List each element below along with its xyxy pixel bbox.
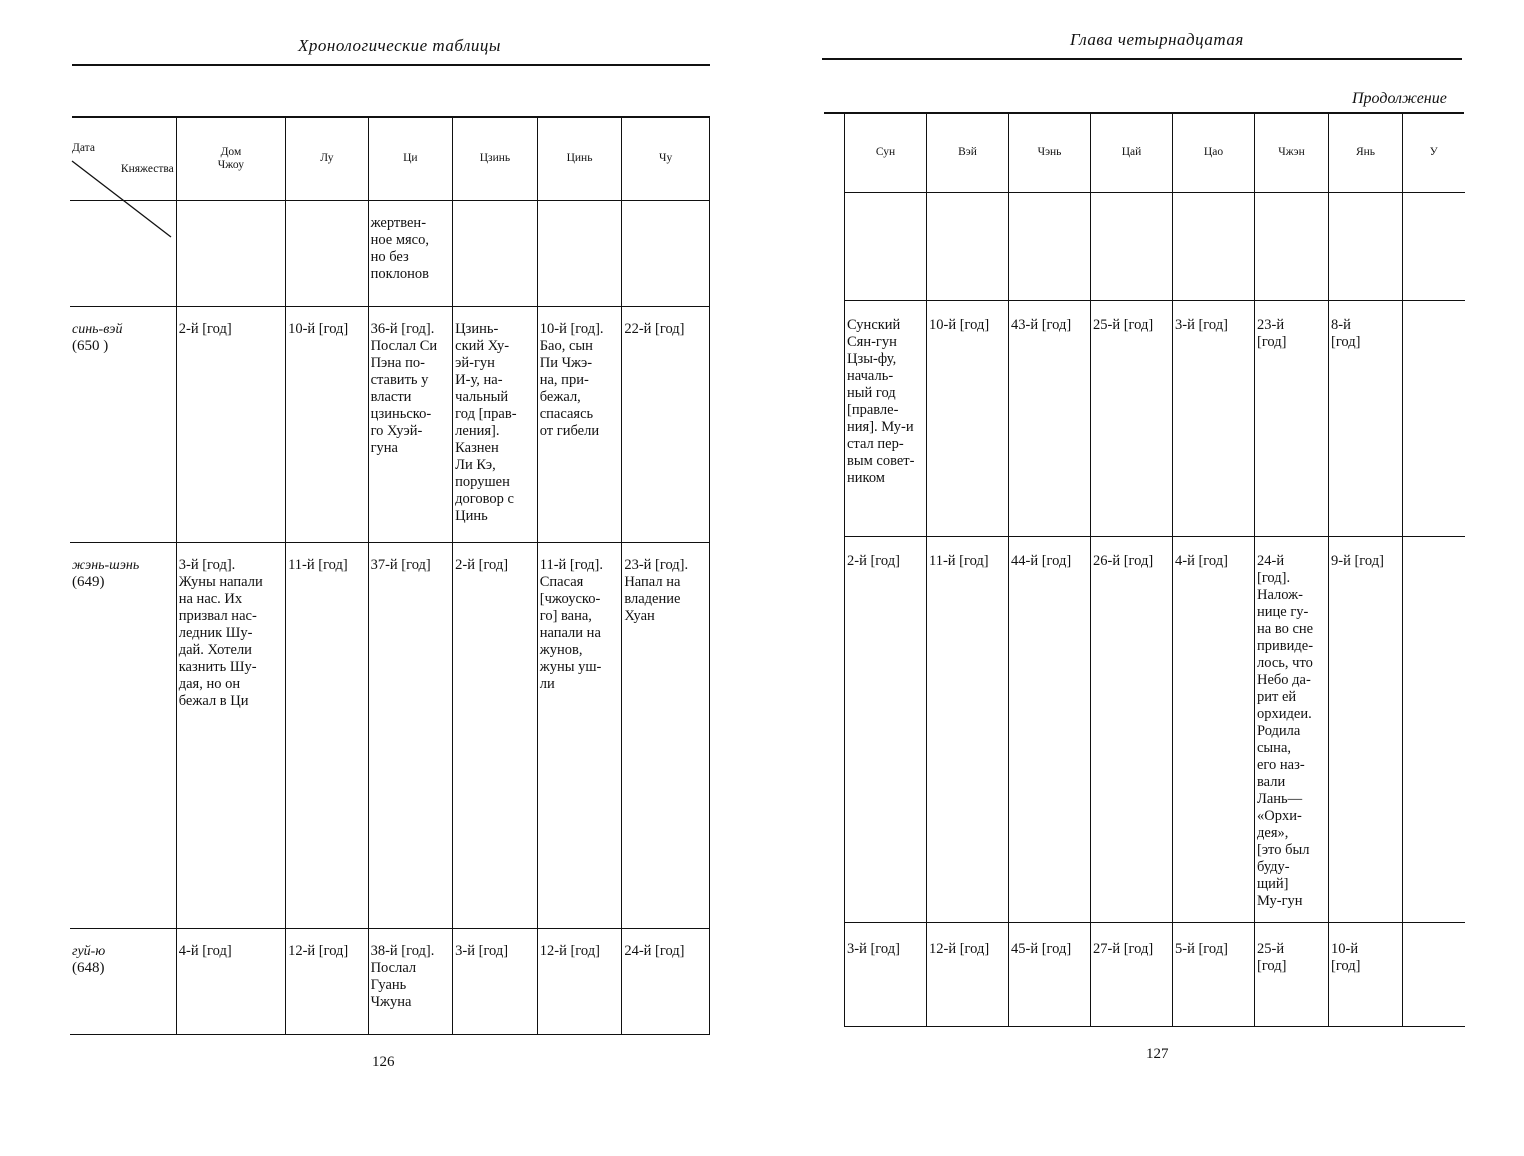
table-cell: 3-й [год] <box>1173 300 1255 536</box>
table-cell <box>1091 192 1173 300</box>
table-row <box>845 536 1465 922</box>
table-row <box>70 928 710 1034</box>
table-cell: 2-й [год] <box>845 536 927 922</box>
column-header-chu: Чу <box>622 118 710 200</box>
table-row <box>845 192 1465 300</box>
table-cell: 3-й [год] <box>453 928 538 1034</box>
table-cell: 27-й [год] <box>1091 922 1173 1026</box>
table-cell: Сунский Сян-гун Цзы-фу, началь- ный год [правле- ния]. Му-и стал пер- вым совет- ником <box>845 300 927 536</box>
table-cell: 36-й [год]. Послал Си Пэна по- ставить у власти цзиньско- го Хуэй- гуна <box>368 306 453 542</box>
column-header-song: Сун <box>845 114 927 192</box>
corner-header <box>70 118 176 200</box>
table-row <box>845 300 1465 536</box>
table-cell: 8-й [год] <box>1329 300 1403 536</box>
table-cell: 23-й [год]. Напал на владение Хуан <box>622 542 710 928</box>
table-cell <box>845 192 927 300</box>
table-cell <box>622 200 710 306</box>
table-cell <box>537 200 622 306</box>
table-cell: 44-й [год] <box>1009 536 1091 922</box>
table-cell <box>1009 192 1091 300</box>
table-cell: 25-й [год] <box>1091 300 1173 536</box>
column-header-wei: Вэй <box>927 114 1009 192</box>
column-header-cai: Цай <box>1091 114 1173 192</box>
table-cell: 23-й [год] <box>1255 300 1329 536</box>
table-cell: 3-й [год]. Жуны напали на нас. Их призвал нас- ледник Шу- дай. Хотели казнить Шу- дая, но он бежал в Ци <box>176 542 285 928</box>
table-cell: 12-й [год] <box>537 928 622 1034</box>
table-cell: 37-й [год] <box>368 542 453 928</box>
chronology-table-continued <box>844 114 1465 1027</box>
table-row <box>70 306 710 542</box>
table-cell <box>1403 192 1465 300</box>
corner-label-date: Дата <box>72 141 95 154</box>
table-cell: 22-й [год] <box>622 306 710 542</box>
column-header-jin: Цзинь <box>453 118 538 200</box>
column-header-qin: Цинь <box>537 118 622 200</box>
table-cell <box>1403 536 1465 922</box>
table-cell: 10-й [год] <box>927 300 1009 536</box>
table-cell: 10-й [год] <box>1329 922 1403 1026</box>
date-cell <box>70 306 176 542</box>
table-cell: 12-й [год] <box>927 922 1009 1026</box>
table-cell: 43-й [год] <box>1009 300 1091 536</box>
table-cell <box>1403 300 1465 536</box>
running-head: Хронологические таблицы <box>298 36 501 55</box>
date-cell <box>70 928 176 1034</box>
table-cell: Цзинь- ский Ху- эй-гун И-у, на- чальный год [прав- ления]. Казнен Ли Кэ, порушен договор с Цинь <box>453 306 538 542</box>
table-row <box>845 922 1465 1026</box>
column-header-zhou: Дом Чжоу <box>176 118 285 200</box>
table-cell: 2-й [год] <box>453 542 538 928</box>
date-cell <box>70 542 176 928</box>
column-header-chen: Чэнь <box>1009 114 1091 192</box>
table-cell: 2-й [год] <box>176 306 285 542</box>
table-cell: 11-й [год] <box>927 536 1009 922</box>
left-page <box>0 0 760 1156</box>
table-cell: 9-й [год] <box>1329 536 1403 922</box>
header-rule <box>822 58 1462 60</box>
table-cell: 24-й [год] <box>622 928 710 1034</box>
column-header-lu: Лу <box>286 118 369 200</box>
year-bc: (649) <box>72 573 105 590</box>
header-rule <box>72 64 710 66</box>
column-header-qi: Ци <box>368 118 453 200</box>
corner-label-principalities: Княжества <box>120 162 174 175</box>
table-cell: 11-й [год]. Спасая [чжоуско- го] вана, напали на жунов, жуны уш- ли <box>537 542 622 928</box>
table-cell: 12-й [год] <box>286 928 369 1034</box>
year-bc: (648) <box>72 959 105 976</box>
table-cell: 24-й [год]. Налож- нице гу- на во сне привиде- лось, что Небо да- рит ей орхидеи. Родила сына, его наз- вали Лань— «Орхи- дея», [это был буду- щий] Му-гун <box>1255 536 1329 922</box>
column-header-zheng: Чжэн <box>1255 114 1329 192</box>
year-bc: (650 ) <box>72 337 109 354</box>
table-cell: 3-й [год] <box>845 922 927 1026</box>
table-cell <box>1173 192 1255 300</box>
column-header-yan: Янь <box>1329 114 1403 192</box>
table-cell <box>453 200 538 306</box>
table-cell: 10-й [год] <box>286 306 369 542</box>
page-number: 127 <box>1146 1046 1169 1062</box>
cyclical-date: синь-вэй <box>72 321 123 337</box>
continuation-label: Продолжение <box>1352 90 1447 107</box>
column-header-cao: Цао <box>1173 114 1255 192</box>
table-cell <box>176 200 285 306</box>
right-page <box>760 0 1524 1156</box>
column-header-wu: У <box>1403 114 1465 192</box>
cyclical-date: гуй-ю <box>72 943 106 959</box>
table-cell <box>927 192 1009 300</box>
table-cell: 26-й [год] <box>1091 536 1173 922</box>
table-cell <box>1403 922 1465 1026</box>
chronology-table <box>70 118 710 1035</box>
table-cell <box>286 200 369 306</box>
table-cell: 45-й [год] <box>1009 922 1091 1026</box>
table-cell: 4-й [год] <box>176 928 285 1034</box>
table-cell: 38-й [год]. Послал Гуань Чжуна <box>368 928 453 1034</box>
table-cell: 25-й [год] <box>1255 922 1329 1026</box>
table-cell: жертвен- ное мясо, но без поклонов <box>368 200 453 306</box>
page-number: 126 <box>372 1054 395 1070</box>
table-cell <box>1329 192 1403 300</box>
cyclical-date: жэнь-шэнь <box>72 557 140 573</box>
table-cell <box>1255 192 1329 300</box>
table-cell: 4-й [год] <box>1173 536 1255 922</box>
running-head: Глава четырнадцатая <box>1070 30 1244 49</box>
table-cell: 10-й [год]. Бао, сын Пи Чжэ- на, при- бежал, спасаясь от гибели <box>537 306 622 542</box>
table-cell: 11-й [год] <box>286 542 369 928</box>
table-cell: 5-й [год] <box>1173 922 1255 1026</box>
table-row <box>70 542 710 928</box>
